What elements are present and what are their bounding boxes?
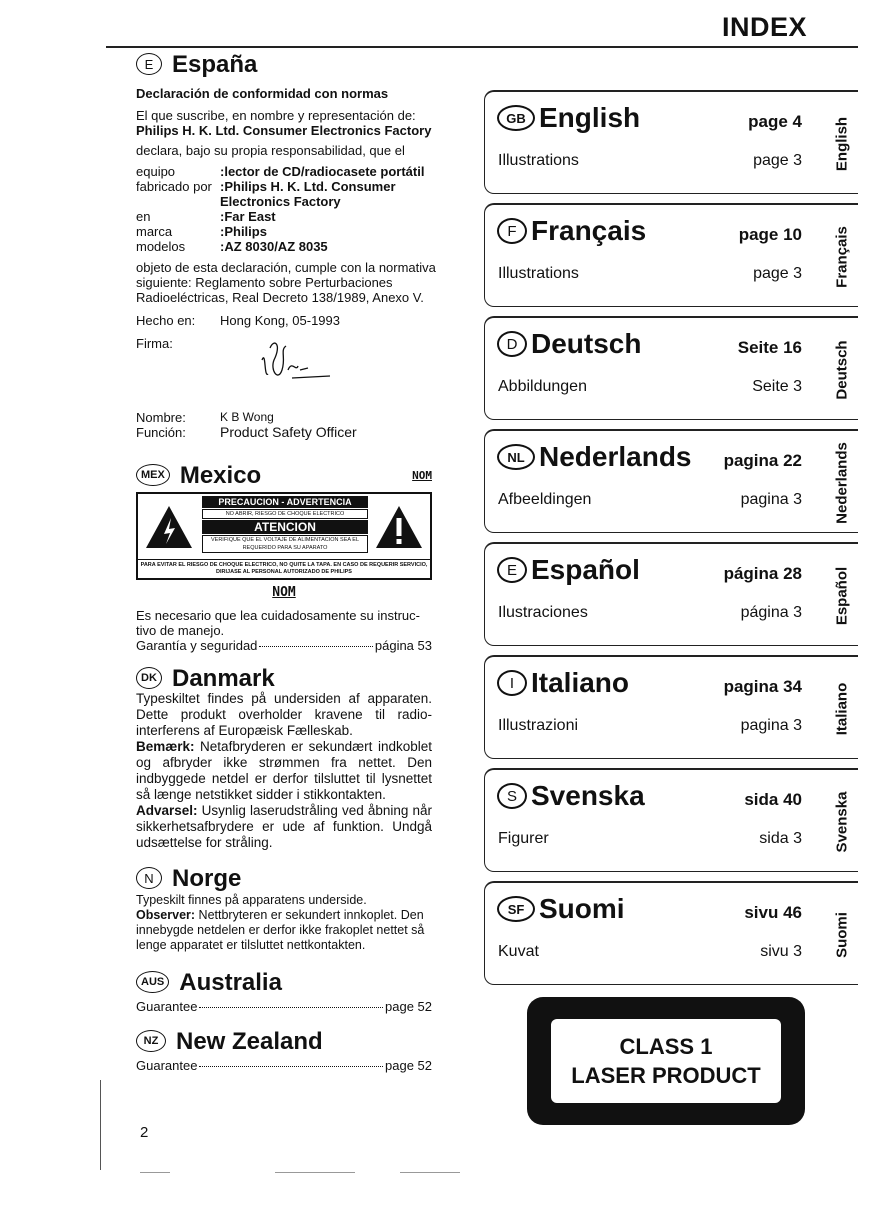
espana-made-in [136,313,466,328]
newzealand-heading [136,1028,466,1054]
exclamation-hazard-icon [374,504,424,550]
illustrations-page: pagina 3 [740,491,802,508]
laser-product-label [527,997,805,1125]
field-value: :Far East [220,209,276,224]
australia-heading [136,969,466,995]
name-label: Nombre: [136,410,186,425]
dot-leader [199,1007,383,1008]
language-page: sivu 46 [744,903,802,922]
language-panel-nederlands[interactable] [484,429,858,533]
illustrations-page: Seite 3 [752,378,802,395]
norge-heading [136,865,466,891]
language-badge: SF [497,896,535,922]
side-tab-label: Nederlands [833,442,851,524]
language-name: Suomi [539,893,625,924]
language-name: Deutsch [531,328,642,359]
object-line: Radioeléctricas, Real Decreto 138/1989, Anexo V. [136,290,424,305]
side-tab-label: Français [833,226,851,288]
guarantee-label: Garantía y seguridad [136,638,258,653]
language-panel-italiano[interactable] [484,655,858,759]
language-badge: F [497,218,527,244]
field-label: equipo [136,164,176,179]
danmark-p1: Typeskiltet findes på undersiden af apparaten. Dette produkt overholder kravene til radio-interferens af Europæisk Fælleskab. [136,691,432,738]
dot-leader [259,646,372,647]
mexico-badge: MEX [136,464,170,486]
mexico-heading [136,462,466,488]
mexico-line: Es necesario que lea cuidadosamente su instruc- [136,608,420,623]
language-name: Nederlands [539,441,692,472]
language-page: página 28 [723,564,802,583]
laser-label-inner [551,1019,781,1103]
panel-title [497,893,625,925]
made-in-label: Hecho en: [136,313,196,328]
language-page: sida 40 [744,790,802,809]
guarantee-label: Guarantee [136,999,198,1014]
espana-intro: El que suscribe, en nombre y representación de: [136,108,416,123]
mexico-guarantee [136,638,432,653]
field-label: fabricado por [136,179,212,194]
panel-title [497,780,645,812]
nom-mark: NOM [412,469,432,482]
field-label: modelos [136,239,186,254]
danmark-note-label: Bemærk: [136,739,195,754]
illustrations-page: pagina 3 [740,717,802,734]
field-value: :lector de CD/radiocasete portátil [220,164,425,179]
espana-badge: E [136,53,162,75]
danmark-title: Danmark [172,664,275,692]
language-page: pagina 22 [723,451,802,470]
norge-text [136,893,432,953]
illustrations-page: sivu 3 [760,943,802,960]
danmark-badge: DK [136,667,162,689]
newzealand-badge: NZ [136,1030,166,1052]
language-panel-francais[interactable] [484,203,858,307]
illustrations-label: Figurer [498,830,549,847]
illustrations-label: Afbeeldingen [498,491,592,508]
espana-function-row [136,425,466,440]
object-line: objeto de esta declaración, cumple con la normativa [136,260,436,275]
function-label: Función: [136,425,186,440]
index-title: INDEX [722,12,808,42]
language-panel-svenska[interactable] [484,768,858,872]
espana-name-row [136,410,466,425]
guarantee-page: page 52 [385,999,432,1014]
danmark-note-text: Netafbryderen er sekundært indkoblet og afbryder ikke strømmen fra nettet. Den indbyggede netdel er derfor tilsluttet til lysnettet så længe netstikket sidder i stikkontakten. [136,739,432,802]
illustrations-label: Illustrations [498,152,579,169]
illustrations-page: sida 3 [759,830,802,847]
illustrations-label: Ilustraciones [498,604,588,621]
field-value: :Philips H. K. Ltd. Consumer [220,179,396,194]
page-number: 2 [140,1124,149,1141]
espana-object [136,260,466,305]
illustrations-page: página 3 [740,604,802,621]
language-name: Svenska [531,780,645,811]
espana-signature-row [136,336,466,410]
danmark-text [136,691,432,851]
language-name: Français [531,215,647,246]
warning-sub2: VERIFIQUE QUE EL VOLTAJE DE ALIMENTACION SEA EL REQUERIDO PARA SU APARATO [202,535,368,553]
side-tab-label: Suomi [833,912,851,958]
warning-bottom: PARA EVITAR EL RIESGO DE CHOQUE ELECTRICO, NO QUITE LA TAPA. EN CASO DE REQUERIR SERVICIO, DIRIJASE AL PERSONAL AUTORIZADO DE PHILIPS [138,559,430,576]
panel-title [497,667,629,699]
danmark-warn-label: Advarsel: [136,803,198,818]
language-badge: I [497,670,527,696]
field-value: Electronics Factory [220,194,341,209]
side-tab-label: English [833,116,851,172]
header-rule [106,46,858,48]
guarantee-page: page 52 [385,1058,432,1073]
guarantee-page: página 53 [374,638,432,653]
language-badge: E [497,557,527,583]
norge-badge: N [136,867,162,889]
field-value: :Philips [220,224,267,239]
danmark-heading [136,665,466,691]
language-panel-suomi[interactable] [484,881,858,985]
panel-title [497,441,692,473]
espana-fields [136,164,466,254]
object-line: siguiente: Reglamento sobre Perturbaciones [136,275,393,290]
margin-line [100,1080,101,1170]
espana-declaration-heading: Declaración de conformidad con normas [136,86,389,101]
espana-title: España [172,50,258,78]
australia-title: Australia [179,968,282,996]
panel-title [497,215,646,247]
left-column [136,50,466,1073]
nom-mark-center-row [136,584,432,600]
espana-heading [136,50,466,78]
field-value: :AZ 8030/AZ 8035 [220,239,328,254]
language-name: English [539,102,641,133]
electric-hazard-icon [144,504,194,550]
language-name: Italiano [531,667,630,698]
field-label [136,194,220,209]
field-label: marca [136,224,173,239]
norge-obs-text: Nettbryteren er sekundert innkoplet. Den innebygde netdelen er derfor ikke frakoplet nettet så lenge apparatet er tilsluttet nettkontakten. [136,908,425,952]
dot-leader [199,1066,383,1067]
danmark-warn-text: Usynlig laserudstråling ved åbning når sikkerhetsafbrydere er ude af funktion. Undgå udsættelse for stråling. [136,803,432,850]
panel-title [497,554,640,586]
warning-sub1: NO ABRIR, RIESGO DE CHOQUE ELECTRICO [202,509,368,519]
nom-mark-center: NOM [272,585,296,600]
mexico-text [136,608,432,653]
language-page: Seite 16 [737,338,802,357]
language-page: pagina 34 [723,677,802,696]
panel-title [497,102,640,134]
function-value: Product Safety Officer [220,424,357,440]
guarantee-label: Guarantee [136,1058,198,1073]
laser-product: LASER PRODUCT [571,1063,761,1088]
illustrations-label: Abbildungen [498,378,587,395]
side-tab-label: Italiano [833,682,851,736]
language-panel-english[interactable] [484,90,858,194]
espana-company: Philips H. K. Ltd. Consumer Electronics Factory [136,123,432,138]
mexico-title: Mexico [179,461,262,489]
language-panel-espanol[interactable] [484,542,858,646]
mexico-line: tivo de manejo. [136,623,225,638]
panel-title [497,328,641,360]
mexico-warning-label [136,492,432,580]
norge-obs-label: Observer: [136,908,196,922]
made-in-value: Hong Kong, 05-1993 [220,313,340,328]
newzealand-guarantee [136,1058,432,1073]
signature-label: Firma: [136,336,173,351]
australia-guarantee [136,999,432,1014]
language-badge: NL [497,444,535,470]
norge-p1: Typeskilt finnes på apparatens underside. [136,893,367,907]
espana-declares: declara, bajo su propia responsabilidad, que el [136,143,405,158]
illustrations-label: Kuvat [498,943,539,960]
language-badge: GB [497,105,535,131]
language-badge: D [497,331,527,357]
illustrations-page: page 3 [753,152,802,169]
warning-title: PRECAUCION - ADVERTENCIA [202,496,368,508]
side-tab-label: Deutsch [833,340,851,400]
side-tab-label: Svenska [833,791,851,853]
language-page: page 10 [738,225,802,244]
warning-center [202,496,368,554]
australia-badge: AUS [136,971,169,993]
language-badge: S [497,783,527,809]
illustrations-page: page 3 [753,265,802,282]
norge-title: Norge [172,864,242,892]
signature-image [252,330,332,394]
language-page: page 4 [748,112,802,131]
footer-dash [140,1172,170,1173]
field-label: en [136,209,151,224]
illustrations-label: Illustrazioni [498,717,579,734]
illustrations-label: Illustrations [498,265,579,282]
language-panel-deutsch[interactable] [484,316,858,420]
footer-dash [275,1172,355,1173]
side-tab-label: Español [833,566,851,626]
warning-atencion: ATENCION [202,520,368,534]
name-value: K B Wong [220,410,274,424]
laser-class: CLASS 1 [619,1034,713,1059]
footer-dash [400,1172,460,1173]
newzealand-title: New Zealand [176,1027,323,1055]
language-name: Español [531,554,640,585]
